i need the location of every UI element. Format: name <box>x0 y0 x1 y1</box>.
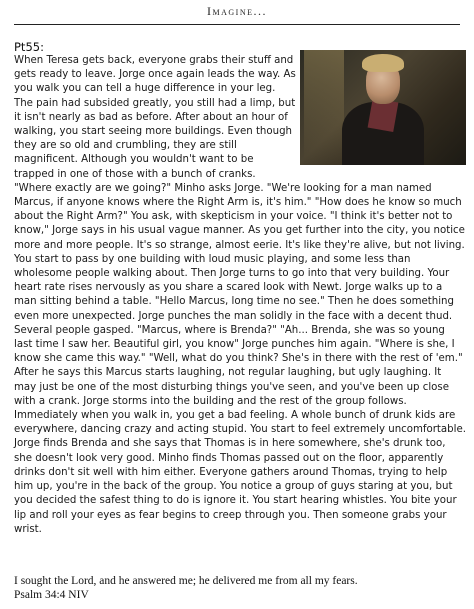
page-header-title: Imagine... <box>207 4 267 18</box>
story-text: When Teresa gets back, everyone grabs their stuff and gets ready to leave. Jorge once again leads the way. As you walk you can tell a huge difference in your leg. The pain had subsided greatly, you still had a limp, but it isn't nearly as bad as before. After about an hour of walking, you start seeing more buildings. Even though they are so old and crumbling, they are still magnificent. Although you wouldn't want to be trapped in one of those with a bunch of cranks. "Where exactly are we going?" Minho asks Jorge. "We're looking for a man named Marcus, if anyone knows where the Right Arm is, it's him." "How does he know so much about the Right Arm?" You ask, with skepticism in your voice. "I think it's better not to know," Jorge says in his usual vague manner. As you get further into the city, you notice more and more people. It's so strange, almost eerie. It's like they're alive, but not living. You start to pass by one building with loud music playing, and some less than wholesome people walking about. Then Jorge turns to go into that very building. Your heart rate rises nervously as you share a scared look with Newt. Jorge walks up to a man sitting behind a table. "Hello Marcus, long time no see." Then he does something even more unexpected. Jorge punches the man solidly in the face with a decent thud. Several people gasped. "Marcus, where is Brenda?" "Ah... Brenda, she was so young last time I saw her. Beautiful girl, you know" Jorge punches him again. "Where is she, I know she came this way." "Well, what do you think? She's in there with the rest of 'em." After he says this Marcus starts laughing, not regular laughing, but ugly laughing. It may just be one of the most disturbing things you've seen, and you've been up close with a crank. Jorge storms into the building and the rest of the group follows. Immediately when you walk in, you get a bad feeling. A whole bunch of drunk kids are everywhere, dancing crazy and acting stupid. You start to feel extremely uncomfortable. Jorge finds Brenda and she says that Thomas is in here somewhere, she's drunk too, she doesn't look very good. Minho finds Thomas passed out on the floor, apparently drinks don't sit well with him either. Everyone gathers around Thomas, trying to help him up, you're in the back of the group. You notice a group of guys staring at you, but you decided the safest thing to do is ignore it. You start hearing whistles. You bite your lip and roll your eyes as fear begins to creep through you. Then someone grabs your wrist. <box>14 55 466 535</box>
verse-text: I sought the Lord, and he answered me; he delivered me from all my fears. <box>14 575 358 587</box>
part-label: Pt55: <box>14 40 44 54</box>
photo-spacer <box>296 54 466 172</box>
bible-verse <box>14 574 466 602</box>
verse-reference: Psalm 34:4 NIV <box>14 589 89 601</box>
story-body <box>14 54 466 537</box>
header-divider <box>14 24 460 25</box>
